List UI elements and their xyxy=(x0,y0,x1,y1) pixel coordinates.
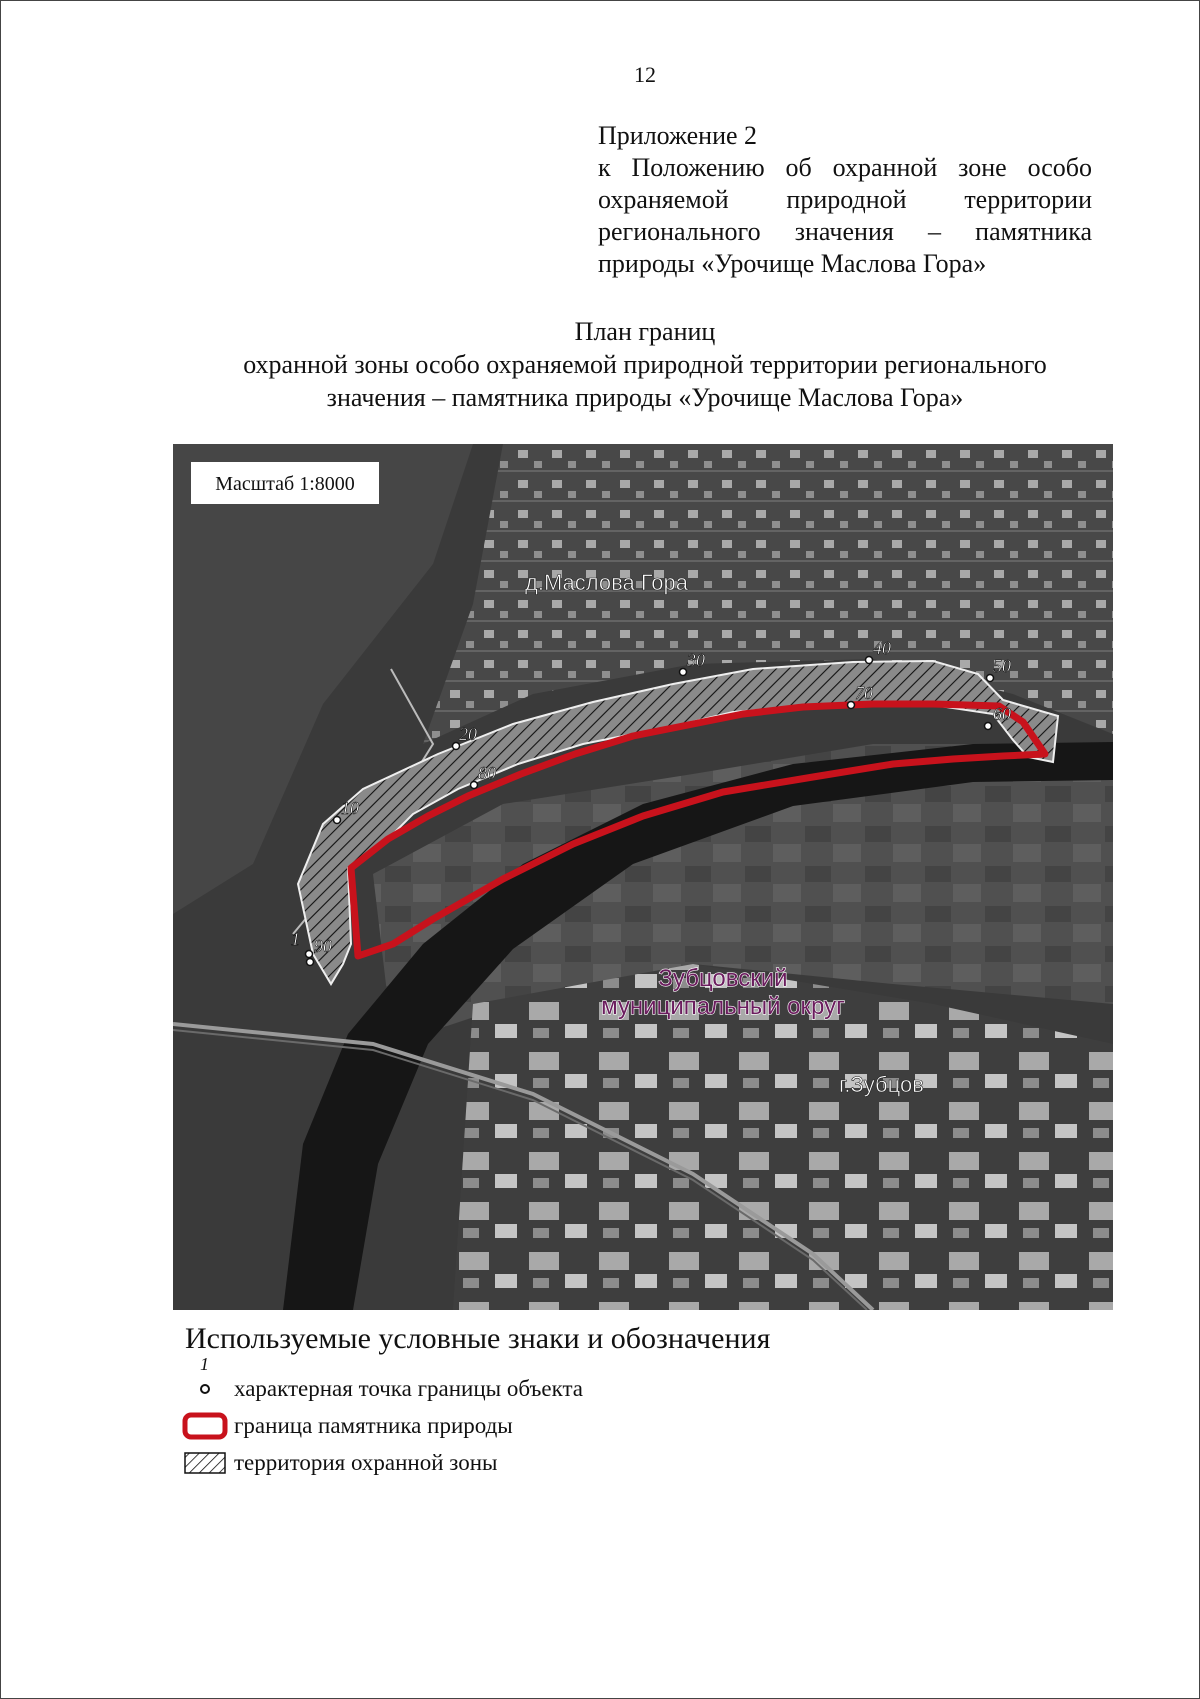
point-marker-60 xyxy=(985,723,992,730)
legend-title: Используемые условные знаки и обозначения xyxy=(185,1322,771,1355)
point-marker-90 xyxy=(307,959,314,966)
legend-item-zone xyxy=(182,1450,497,1476)
point-marker-30 xyxy=(680,669,687,676)
point-label-10: 10 xyxy=(341,798,359,818)
point-label-90: 90 xyxy=(314,936,332,956)
point-marker-icon xyxy=(182,1382,228,1396)
legend-item-boundary xyxy=(182,1412,513,1440)
district-label-line-1: Зубцовский xyxy=(658,965,788,992)
point-label-70: 70 xyxy=(855,683,873,703)
point-marker-40 xyxy=(866,657,873,664)
point-marker-10 xyxy=(334,817,341,824)
town-label: г.Зубцов xyxy=(839,1072,924,1097)
satellite-map xyxy=(173,444,1113,1310)
map-svg xyxy=(173,444,1113,1310)
hatched-area-icon xyxy=(182,1450,228,1476)
plan-title-line-3: значения – памятника природы «Урочище Маслова Гора» xyxy=(326,383,964,412)
point-label-80: 80 xyxy=(478,763,496,783)
point-marker-70 xyxy=(848,702,855,709)
plan-title xyxy=(150,315,1140,414)
point-label-60: 60 xyxy=(993,704,1011,724)
page-number: 12 xyxy=(634,62,656,87)
point-label-50: 50 xyxy=(993,656,1011,676)
plan-title-line-2: охранной зоны особо охраняемой природной территории регионального xyxy=(243,350,1047,379)
legend-label-boundary: граница памятника природы xyxy=(234,1413,513,1438)
point-label-20: 20 xyxy=(459,724,477,744)
point-marker-1 xyxy=(306,951,313,958)
point-marker-80 xyxy=(471,782,478,789)
scale-label: Масштаб 1:8000 xyxy=(215,473,355,495)
legend-point-number: 1 xyxy=(200,1354,209,1374)
village-label: д.Маслова Гора xyxy=(525,570,689,595)
point-label-30: 30 xyxy=(687,650,705,670)
appendix-header xyxy=(598,120,1092,280)
appendix-title: Приложение 2 xyxy=(598,121,758,150)
legend-label-point: характерная точка границы объекта xyxy=(234,1376,584,1401)
legend-item-point xyxy=(182,1376,583,1402)
point-label-40: 40 xyxy=(873,638,891,658)
legend-label-zone: территория охранной зоны xyxy=(234,1450,498,1475)
red-boundary-icon xyxy=(182,1412,228,1440)
point-label-1: 1 xyxy=(291,929,300,949)
district-label-line-2: муниципальный округ xyxy=(601,993,845,1020)
appendix-reference: к Положению об охранной зоне особо охраняемой природной территории регионального значения – памятника природы «Урочище Маслова Гора» xyxy=(598,153,1092,278)
plan-title-line-1: План границ xyxy=(574,317,716,346)
